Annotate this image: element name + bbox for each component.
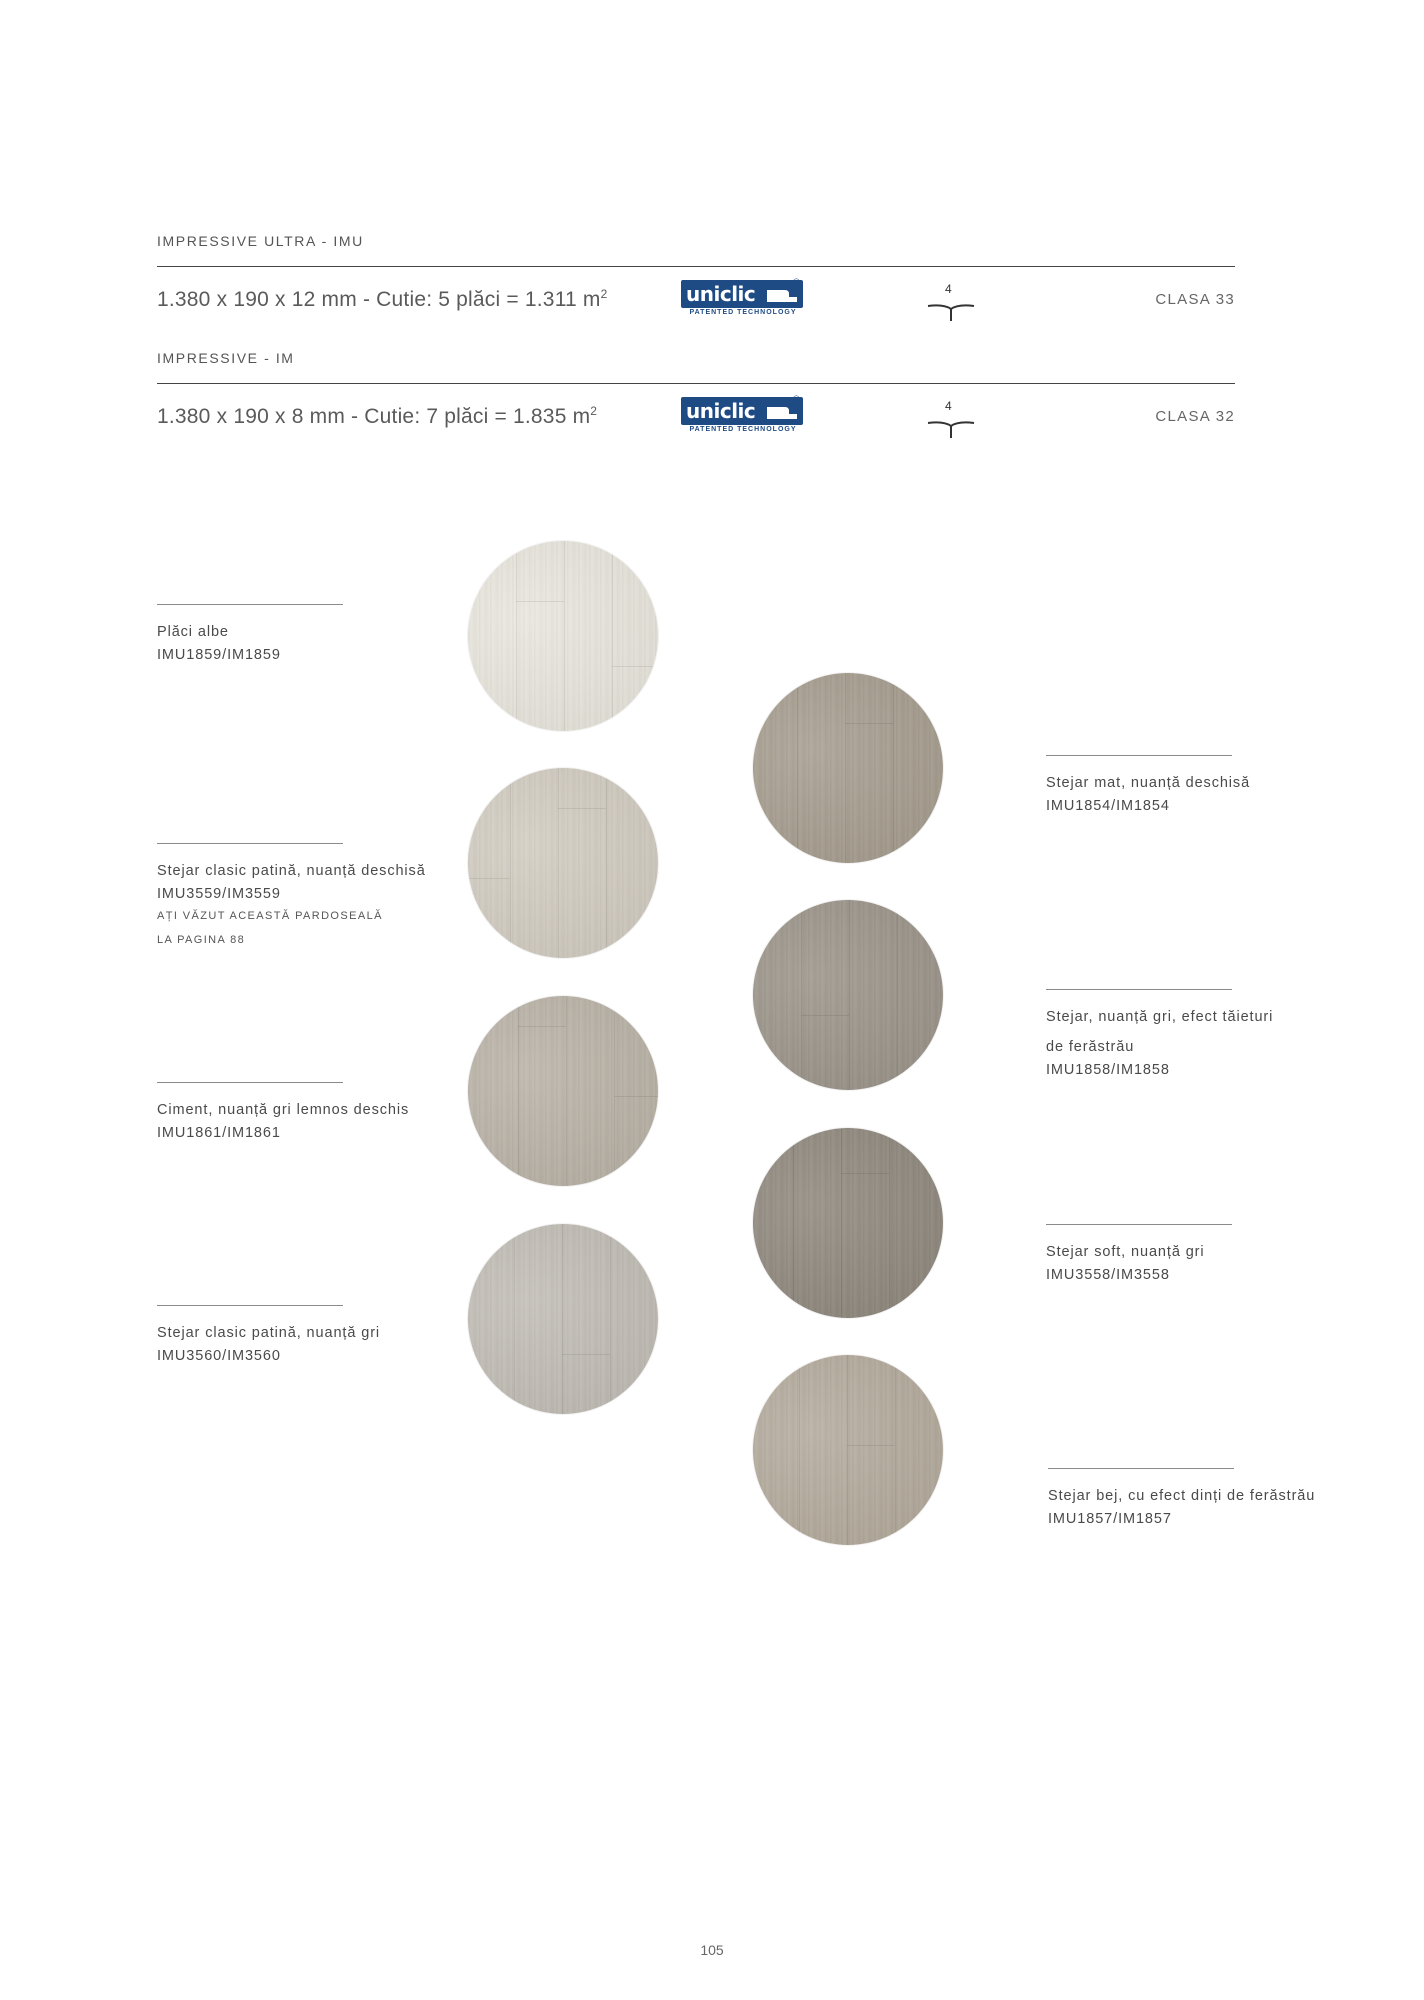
swatch-stejar-gri-taieturi[interactable]: [753, 900, 943, 1090]
logo-subtitle: PATENTED TECHNOLOGY: [689, 426, 797, 433]
label-rule: [1046, 755, 1232, 756]
product-label: [157, 604, 457, 663]
product-name: Stejar clasic patină, nuanță gri: [157, 1325, 381, 1341]
product-name: Stejar bej, cu efect dinți de ferăstrău: [1048, 1488, 1316, 1504]
label-rule: [1046, 989, 1232, 990]
swatch-stejar-mat-deschisa[interactable]: [753, 673, 943, 863]
click-joint-icon: [767, 403, 799, 421]
product-label: [1046, 1224, 1346, 1283]
swatch-stejar-clasic-patina-gri[interactable]: [468, 1224, 658, 1414]
series-title-imu: IMPRESSIVE ULTRA - IMU: [157, 233, 364, 249]
product-label: [157, 843, 457, 952]
uniclic-logo: uniclic ® PATENTED TECHNOLOGY: [681, 280, 803, 318]
product-code: IMU1858/IM1858: [1046, 1062, 1170, 1078]
product-code: IMU1857/IM1857: [1048, 1511, 1172, 1527]
logo-subtitle: PATENTED TECHNOLOGY: [689, 309, 797, 316]
bevel-joint-icon: [926, 399, 976, 441]
product-label: [1046, 989, 1346, 1078]
label-rule: [1046, 1224, 1232, 1225]
spec-main-imu: 1.380 x 190 x 12 mm - Cutie: 5 plăci = 1.311 m: [157, 288, 601, 311]
class-label-32: CLASA 32: [1155, 408, 1235, 425]
divider: [157, 383, 1235, 384]
spec-text-im: [157, 404, 597, 429]
spec-sup-im: 2: [590, 404, 598, 418]
label-rule: [157, 843, 343, 844]
page-reference-note: AȚI VĂZUT ACEASTĂ PARDOSEALĂ: [157, 910, 383, 922]
joint-number: 4: [945, 282, 952, 296]
label-rule: [157, 1305, 343, 1306]
product-code: IMU1859/IM1859: [157, 647, 281, 663]
label-rule: [1048, 1468, 1234, 1469]
product-name: Ciment, nuanță gri lemnos deschis: [157, 1102, 410, 1118]
swatch-ciment-gri-lemnos[interactable]: [468, 996, 658, 1186]
product-code: IMU1854/IM1854: [1046, 798, 1170, 814]
swatch-stejar-bej-dinti[interactable]: [753, 1355, 943, 1545]
product-name: Plăci albe: [157, 624, 229, 640]
page-reference-note: LA PAGINA 88: [157, 934, 246, 946]
product-name: Stejar soft, nuanță gri: [1046, 1244, 1205, 1260]
logo-word: uniclic: [686, 399, 756, 423]
bevel-joint-icon: [926, 282, 976, 324]
product-code: IMU1861/IM1861: [157, 1125, 281, 1141]
label-rule: [157, 604, 343, 605]
product-code: IMU3559/IM3559: [157, 886, 281, 902]
product-name: Stejar clasic patină, nuanță deschisă: [157, 863, 426, 879]
swatch-stejar-soft-gri[interactable]: [753, 1128, 943, 1318]
product-code: IMU3560/IM3560: [157, 1348, 281, 1364]
spec-main-im: 1.380 x 190 x 8 mm - Cutie: 7 plăci = 1.835 m: [157, 405, 591, 428]
spec-text-imu: [157, 287, 608, 312]
swatch-placi-albe[interactable]: [468, 541, 658, 731]
label-rule: [157, 1082, 343, 1083]
page-number: 105: [700, 1942, 724, 1958]
product-name: Stejar mat, nuanță deschisă: [1046, 775, 1251, 791]
spec-sup-imu: 2: [600, 287, 608, 301]
product-label: [157, 1082, 457, 1141]
product-code: IMU3558/IM3558: [1046, 1267, 1170, 1283]
logo-word: uniclic: [686, 282, 756, 306]
product-label: [157, 1305, 457, 1364]
series-title-im: IMPRESSIVE - IM: [157, 350, 295, 366]
joint-number: 4: [945, 399, 952, 413]
click-joint-icon: [767, 286, 799, 304]
product-name-continued: de ferăstrău: [1046, 1039, 1135, 1055]
divider: [157, 266, 1235, 267]
product-label: [1048, 1468, 1378, 1527]
class-label-33: CLASA 33: [1155, 291, 1235, 308]
swatch-stejar-clasic-patina-deschisa[interactable]: [468, 768, 658, 958]
product-label: [1046, 755, 1346, 814]
product-name: Stejar, nuanță gri, efect tăieturi: [1046, 1009, 1274, 1025]
uniclic-logo: uniclic ® PATENTED TECHNOLOGY: [681, 397, 803, 435]
